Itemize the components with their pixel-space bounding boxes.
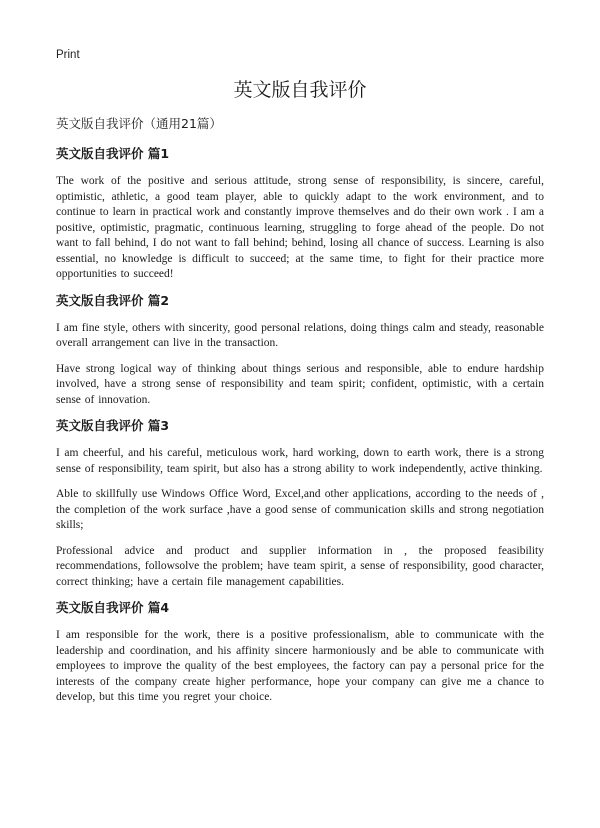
paragraph: I am responsible for the work, there is a positive professionalism, able to communicate with the leadership and coordination, and his affinity sincere harmoniously and be able to communicate with employees to improve the quality of the best employees, the factory can pay a personal price for the interests of the company create higher performance, hope your company can give me a chance to develop, but this time you regret your choice.: [56, 629, 544, 703]
paragraph: Professional advice and product and supplier information in , the proposed feasibility recommendations, followsolve the problem; have team spirit, a sense of responsibility, good character, correct thinking; have a certain file management capabilities.: [56, 544, 544, 588]
section-1: [56, 146, 544, 283]
paragraph: I am cheerful, and his careful, meticulous work, hard working, down to earth work, there is a strong sense of responsibility, team spirit, but also has a strong ability to work independently, active thinking.: [56, 447, 544, 475]
print-link[interactable]: Print: [56, 49, 80, 61]
paragraph: I am fine style, others with sincerity, good personal relations, doing things calm and steady, reasonable overall arrangement can live in the transaction.: [56, 321, 544, 349]
section-4: [56, 600, 544, 706]
section-heading: 英文版自我评价 篇3: [56, 418, 170, 433]
document-title: 英文版自我评价: [233, 79, 367, 101]
section-heading: 英文版自我评价 篇4: [56, 600, 170, 615]
section-2: [56, 293, 544, 409]
document-subtitle: 英文版自我评价（通用21篇）: [56, 116, 222, 131]
section-heading: 英文版自我评价 篇1: [56, 146, 170, 161]
paragraph: Able to skillfully use Windows Office Word, Excel,and other applications, according to the needs of , the completion of the work surface ,have a good sense of communication skills and strong negotiation skills;: [56, 488, 544, 531]
section-heading: 英文版自我评价 篇2: [56, 292, 170, 308]
section-3: [56, 418, 544, 590]
paragraph: Have strong logical way of thinking about things serious and responsible, able to endure hardship involved, have a strong sense of responsibility and team spirit; confident, optimistic, with a certain sense of innovation.: [56, 362, 544, 406]
paragraph: The work of the positive and serious attitude, strong sense of responsibility, is sincere, careful, optimistic, athletic, a good team player, able to quickly adapt to the work environment, and to continue to learn in practical work and constantly improve themselves and do their own work . I am a positive, optimistic, pragmatic, continuous learning, struggling to forge ahead of the people. Do not want to fall behind, I do not want to fall behind; behind, losing all chance of success. Learning is also essential, no knowledge is difficult to succeed; at the same time, to fight for their practice more opportunities to succeed!: [56, 175, 544, 280]
